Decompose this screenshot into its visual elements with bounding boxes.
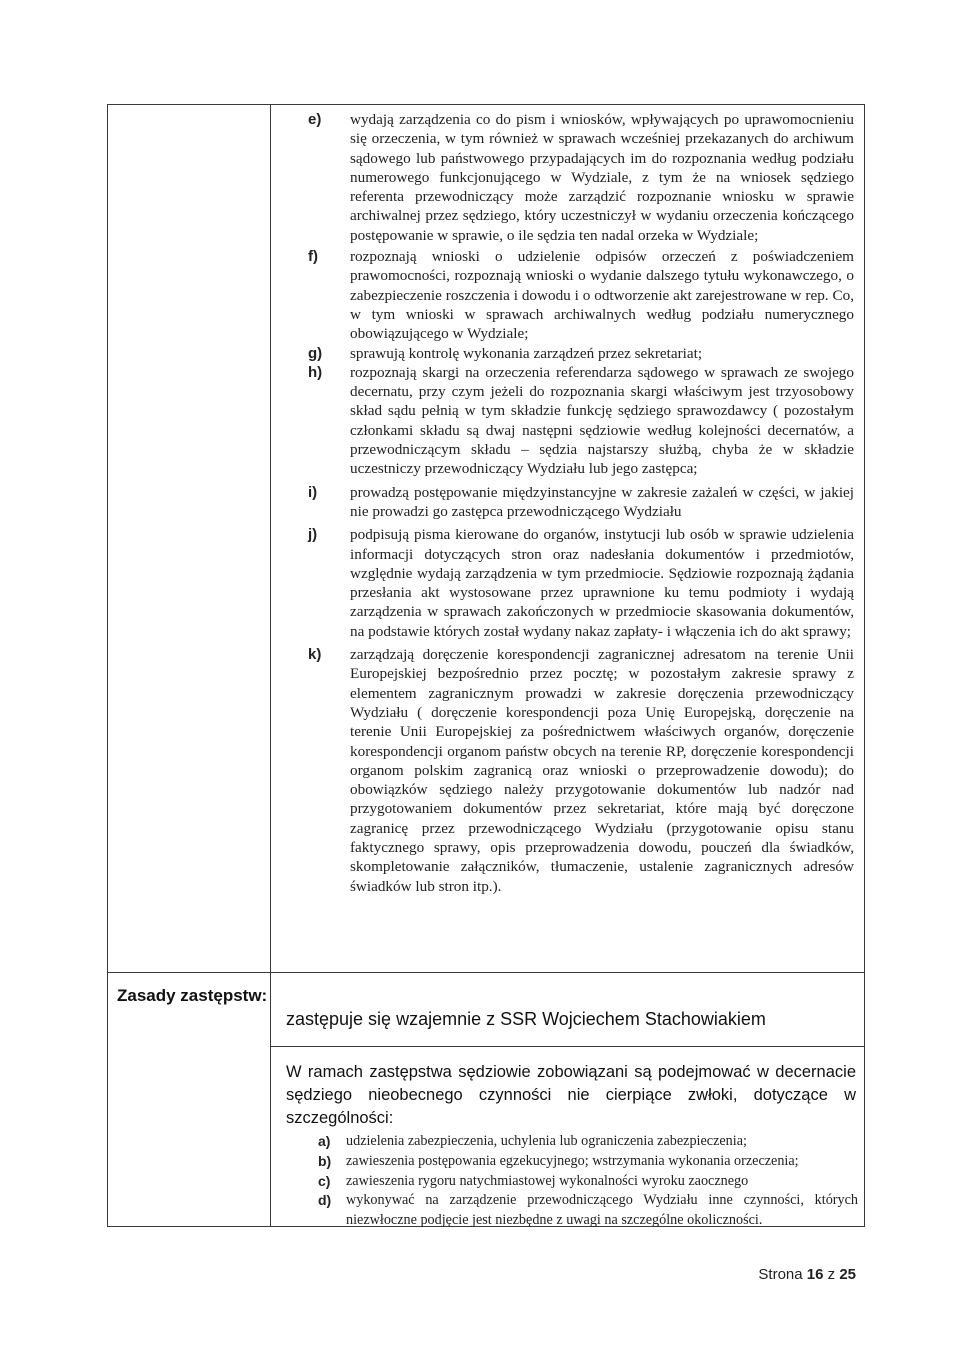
list-item xyxy=(308,525,854,641)
list-item-marker: a) xyxy=(318,1133,331,1149)
duties-list xyxy=(308,110,854,896)
list-item xyxy=(318,1132,858,1152)
list-item-marker: e) xyxy=(308,111,322,128)
zasady-label: Zasady zastępstw: xyxy=(117,986,268,1005)
list-item-text: udzielenia zabezpieczenia, uchylenia lub ograniczenia zabezpieczenia; xyxy=(346,1133,747,1149)
table-border-left xyxy=(107,104,108,1227)
list-item-marker: i) xyxy=(308,483,318,501)
list-item-text: wykonywać na zarządzenie przewodniczącego Wydziału inne czynności, których niezwłoczne podjęcie jest niezbędne z uwagi na szczególne okoliczności. xyxy=(346,1192,858,1229)
table-border-right xyxy=(864,104,865,1227)
list-item xyxy=(318,1191,858,1231)
substitution-statement: zastępuje się wzajemnie z SSR Wojciechem Stachowiakiem xyxy=(286,1009,766,1029)
list-item xyxy=(318,1172,858,1192)
substitution-paragraph: W ramach zastępstwa sędziowie zobowiązani są podejmować w decernacie sędziego nieobecnego czynności nie cierpiące zwłoki, dotyczące w szczególności: xyxy=(286,1063,856,1127)
list-item-text: sprawują kontrolę wykonania zarządzeń przez sekretariat; xyxy=(350,344,703,362)
list-item-text: zawieszenia postępowania egzekucyjnego; wstrzymania wykonania orzeczenia; xyxy=(346,1152,799,1169)
footer-prefix: Strona xyxy=(758,1266,803,1283)
list-item-marker: k) xyxy=(308,646,322,664)
list-item xyxy=(308,110,854,245)
list-item-text: wydają zarządzenia co do pism i wniosków, wpływających po uprawomocnieniu się orzeczenia, w tym również w sprawach wcześniej przekazanych do archiwum sądowego lub państwowego przypadających im do rozpoznania według podziału numerowego funkcjonującego w Wydziale, z tym że na wniosek sędziego referenta przewodniczący może zarządzić rozpoznanie wniosku w sprawie archiwalnej przez sędziego, który uczestniczył w wydaniu orzeczenia kończącego postępowanie w sprawie, o ile sędzia ten nadal orzeka w Wydziale; xyxy=(350,111,854,244)
list-item-marker: f) xyxy=(308,248,318,266)
list-item-marker: h) xyxy=(308,363,323,381)
footer-total-pages: 25 xyxy=(839,1266,856,1283)
list-item-marker: c) xyxy=(318,1172,331,1189)
footer-separator: z xyxy=(827,1266,836,1283)
list-item xyxy=(308,344,854,363)
urgent-actions-list xyxy=(318,1132,858,1231)
table-border-middle xyxy=(270,104,271,1227)
list-item-marker: g) xyxy=(308,344,323,362)
list-item-text: zawieszenia rygoru natychmiastowej wykonalności wyroku zaocznego xyxy=(346,1172,749,1189)
list-item-marker: d) xyxy=(318,1192,332,1209)
list-item-text: zarządzają doręczenie korespondencji zagranicznej adresatom na terenie Unii Europejskiej bezpośrednio przez pocztę; w pozostałym zakresie sprawy z elementem zagranicznym prowadzi w zakresie doręczenia przewodniczący Wydziału ( doręczenie korespondencji poza Unię Europejską, doręczenie na terenie Unii Europejskiej za pośrednictwem właściwych organów, doręczenie korespondencji organom państw obcych na terenie RP, doręczenie korespondencji organom polskim zagranicą oraz wnioski o przeprowadzenie dowodu); do obowiązków sędziego należy przygotowanie dokumentów lub nadzór nad przygotowaniem dokumentów przez sekretariat, które mają być doręczone zagranicę przez przewodniczącego Wydziału (przygotowanie opisu stanu faktycznego sprawy, opis przeprowadzenia dowodu, pouczeń dla świadków, skompletowanie załączników, tłumaczenie, ustalenie zagranicznych adresów świadków lub stron itp.). xyxy=(350,646,854,895)
list-item xyxy=(308,363,854,479)
table-row-divider xyxy=(107,972,865,973)
list-item xyxy=(318,1152,858,1172)
list-item xyxy=(308,645,854,896)
table-border-top xyxy=(107,104,865,105)
list-item-text: podpisują pisma kierowane do organów, instytucji lub osób w sprawie udzielenia informacji dotyczących stron oraz nadesłania dokumentów i przedmiotów, względnie wydają zarządzenia w tym przedmiocie. Sędziowie rozpoznają żądania przesłania akt wystosowane przez uprawnione ku temu podmioty i wydają zarządzenia w sprawach zakończonych w przedmiocie skasowania dokumentów, na podstawie których został wydany nakaz zapłaty- i włączenia ich do akt sprawy; xyxy=(350,526,854,640)
list-item-text: rozpoznają wnioski o udzielenie odpisów orzeczeń z poświadczeniem prawomocności, rozpoznają wnioski o wydanie dalszego tytułu wykonawczego, o zabezpieczenie roszczenia i dowodu i o odtworzenie akt zarejestrowane w rep. Co, w tym wnioski w sprawach archiwalnych według podziału numerycznego obowiązującego w Wydziale; xyxy=(350,248,854,343)
list-item xyxy=(308,483,854,522)
list-item-marker: b) xyxy=(318,1152,332,1169)
list-item xyxy=(308,247,854,343)
footer-page-number: 16 xyxy=(806,1266,824,1283)
list-item-text: rozpoznają skargi na orzeczenia referendarza sądowego w sprawach ze swojego decernatu, przy czym jeżeli do rozpoznania skargi właściwym jest trzyosobowy skład sądu pełnią w tym składzie funkcję sędziego sprawozdawcy ( pozostałym członkami składu są dwaj następni sędziowie według kolejności decernatów, a przewodniczącym składu – sędzia najstarszy służbą, chyba że w składzie uczestniczy przewodniczący Wydziału lub jego zastępca; xyxy=(350,363,854,478)
list-item-marker: j) xyxy=(308,526,318,544)
page-footer xyxy=(758,1266,856,1283)
table-inner-divider xyxy=(270,1046,865,1047)
list-item-text: prowadzą postępowanie międzyinstancyjne w zakresie zażaleń w części, w jakiej nie prowadzi go zastępca przewodniczącego Wydziału xyxy=(350,483,854,520)
